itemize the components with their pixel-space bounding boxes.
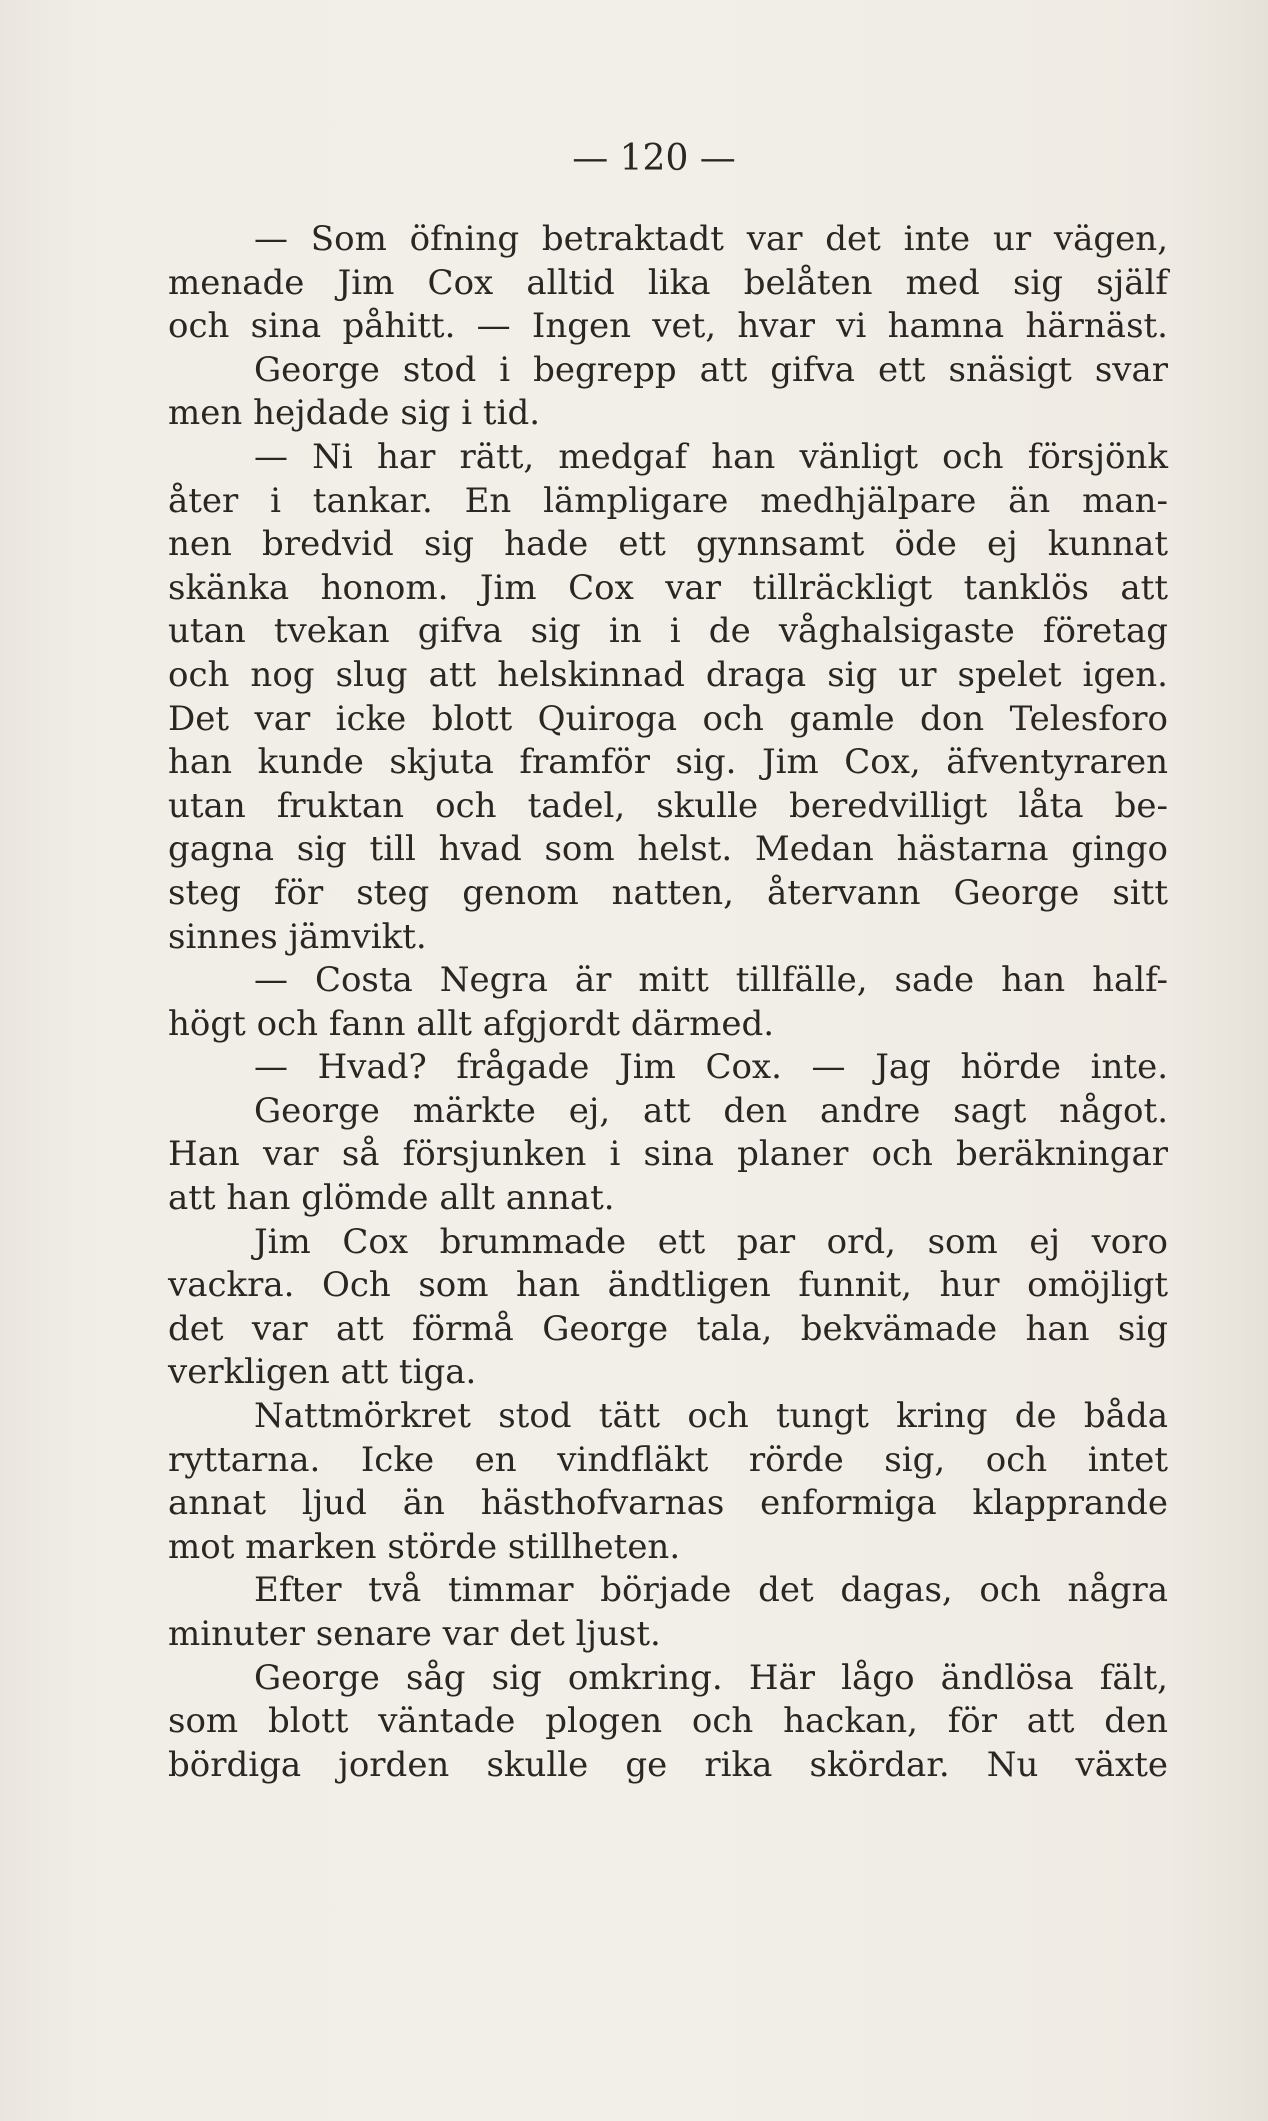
text-line: annat ljud än hästhofvarnas enformiga klapprande (168, 1483, 1168, 1524)
text-line: Efter två timmar började det dagas, och några (254, 1570, 1168, 1611)
text-line: vackra. Och som han ändtligen funnit, hur omöjligt (168, 1265, 1168, 1306)
text-line: menade Jim Cox alltid lika belåten med sig själf (168, 262, 1168, 303)
text-line: som blott väntade plogen och hackan, för att den (168, 1701, 1168, 1742)
text-line: minuter senare var det ljust. (168, 1614, 661, 1654)
text-line: högt och fann allt afgjordt därmed. (168, 1003, 775, 1044)
text-line: Han var så försjunken i sina planer och beräkningar (168, 1134, 1168, 1175)
text-line: skänka honom. Jim Cox var tillräckligt tanklös att (168, 567, 1168, 608)
text-line: bördiga jorden skulle ge rika skördar. Nu växte (168, 1744, 1168, 1785)
page-number: — 120 — (572, 138, 736, 179)
text-line: han kunde skjuta framför sig. Jim Cox, äfventyraren (168, 742, 1168, 783)
text-line: Det var icke blott Quiroga och gamle don Telesforo (168, 698, 1168, 739)
text-line: åter i tankar. En lämpligare medhjälpare än man- (168, 480, 1168, 521)
body-text (168, 218, 1168, 1787)
text-line: verkligen att tiga. (168, 1352, 477, 1393)
text-line: — Ni har rätt, medgaf han vänligt och försjönk (254, 436, 1168, 477)
text-line: och sina påhitt. — Ingen vet, hvar vi hamna härnäst. (168, 306, 1168, 347)
text-line: gagna sig till hvad som helst. Medan hästarna gingo (168, 829, 1168, 870)
text-line: mot marken störde stillheten. (168, 1526, 681, 1567)
text-line: Jim Cox brummade ett par ord, som ej voro (254, 1221, 1168, 1262)
text-line: steg för steg genom natten, återvann George sitt (168, 872, 1168, 913)
text-line: nen bredvid sig hade ett gynnsamt öde ej kunnat (168, 524, 1168, 565)
text-line: — Hvad? frågade Jim Cox. — Jag hörde inte. (254, 1047, 1168, 1088)
text-line: George stod i begrepp att gifva ett snäsigt svar (254, 349, 1168, 390)
text-line: Nattmörkret stod tätt och tungt kring de båda (254, 1396, 1168, 1437)
text-line: George märkte ej, att den andre sagt något. (254, 1090, 1168, 1131)
text-line: utan tvekan gifva sig in i de våghalsigaste företag (168, 611, 1168, 652)
text-line: ryttarna. Icke en vindfläkt rörde sig, och intet (168, 1439, 1168, 1480)
text-line: — Som öfning betraktadt var det inte ur vägen, (254, 219, 1168, 259)
text-line: att han glömde allt annat. (168, 1178, 615, 1219)
text-line: utan fruktan och tadel, skulle beredvilligt låta be- (168, 785, 1168, 826)
text-line: sinnes jämvikt. (168, 916, 427, 957)
text-line: men hejdade sig i tid. (168, 393, 541, 434)
text-line: George såg sig omkring. Här lågo ändlösa fält, (254, 1657, 1168, 1698)
text-line: — Costa Negra är mitt tillfälle, sade han half- (254, 960, 1168, 1001)
text-line: det var att förmå George tala, bekvämade han sig (168, 1308, 1168, 1349)
text-line: och nog slug att helskinnad draga sig ur spelet igen. (168, 654, 1168, 695)
